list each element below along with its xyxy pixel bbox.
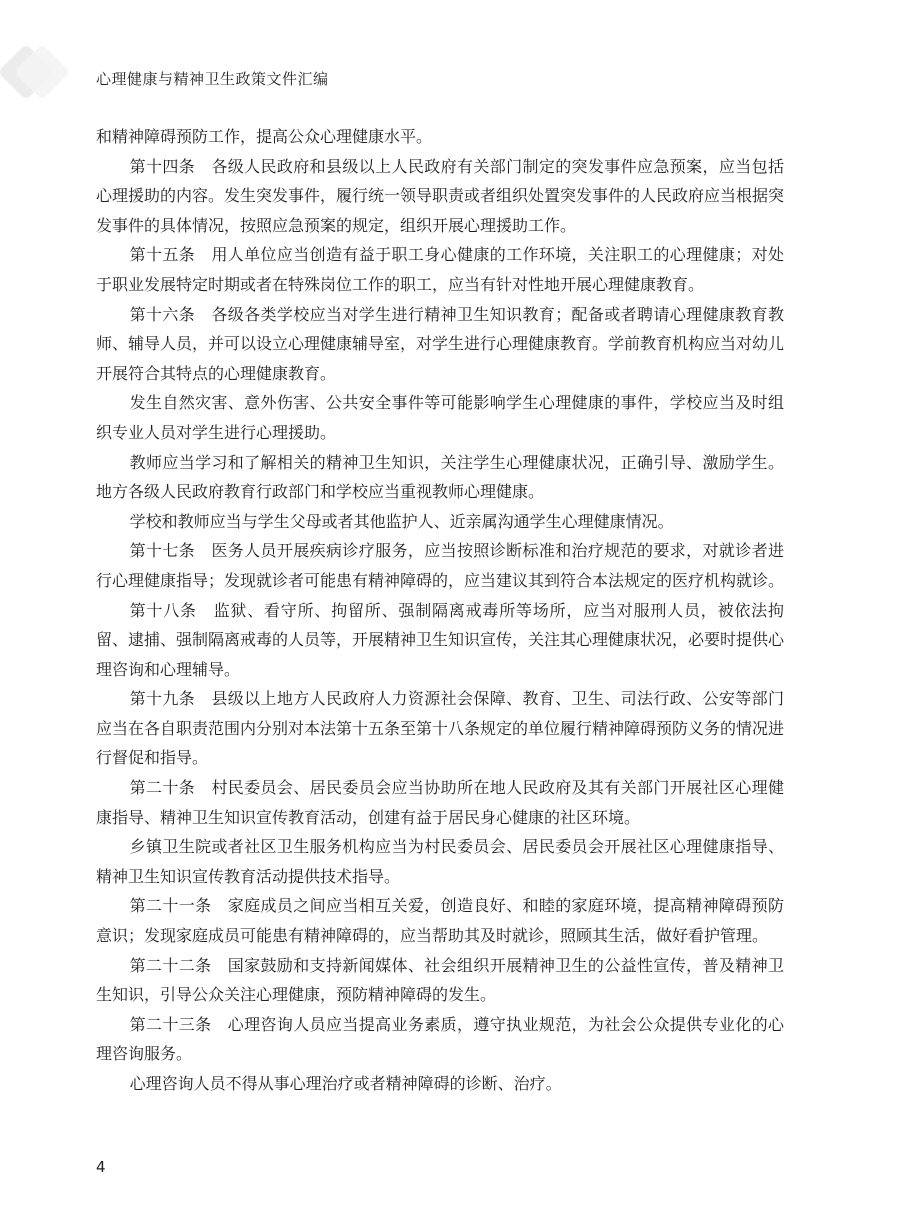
paragraph: 乡镇卫生院或者社区卫生服务机构应当为村民委员会、居民委员会开展社区心理健康指导、精神卫生知识宣传教育活动提供技术指导。 [96, 837, 784, 886]
paragraph: 第二十三条 心理咨询人员应当提高业务素质，遵守执业规范，为社会公众提供专业化的心理咨询服务。 [96, 1014, 784, 1064]
paragraph: 第十八条 监狱、看守所、拘留所、强制隔离戒毒所等场所，应当对服刑人员，被依法拘留、逮捕、强制隔离戒毒的人员等，开展精神卫生知识宣传，关注其心理健康状况，必要时提供心理咨询和心理辅导。 [96, 600, 785, 679]
paragraph: 和精神障碍预防工作，提高公众心理健康水平。 [96, 127, 433, 146]
page-number: 4 [96, 1158, 106, 1176]
paragraph: 第十五条 用人单位应当创造有益于职工身心健康的工作环境，关注职工的心理健康；对处于职业发展特定时期或者在特殊岗位工作的职工，应当有针对性地开展心理健康教育。 [96, 245, 784, 294]
paragraph: 发生自然灾害、意外伤害、公共安全事件等可能影响学生心理健康的事件，学校应当及时组织专业人员对学生进行心理援助。 [96, 393, 784, 442]
paragraph: 第二十二条 国家鼓励和支持新闻媒体、社会组织开展精神卫生的公益性宣传，普及精神卫生知识，引导公众关注心理健康，预防精神障碍的发生。 [96, 955, 784, 1005]
paragraph: 学校和教师应当与学生父母或者其他监护人、近亲属沟通学生心理健康情况。 [129, 511, 674, 531]
paragraph: 第十六条 各级各类学校应当对学生进行精神卫生知识教育；配备或者聘请心理健康教育教师、辅导人员，并可以设立心理健康辅导室，对学生进行心理健康教育。学前教育机构应当对幼儿开展符合其特点的心理健康教育。 [96, 304, 785, 383]
paragraph: 第二十条 村民委员会、居民委员会应当协助所在地人民政府及其有关部门开展社区心理健康指导、精神卫生知识宣传教育活动，创建有益于居民身心健康的社区环境。 [96, 778, 784, 827]
paragraph: 心理咨询人员不得从事心理治疗或者精神障碍的诊断、治疗。 [129, 1074, 562, 1093]
running-header: 心理健康与精神卫生政策文件汇编 [96, 70, 329, 88]
paragraph: 第十七条 医务人员开展疾病诊疗服务，应当按照诊断标准和治疗规范的要求，对就诊者进行心理健康指导；发现就诊者可能患有精神障碍的，应当建议其到符合本法规定的医疗机构就诊。 [96, 541, 785, 590]
paragraph: 第二十一条 家庭成员之间应当相互关爱，创造良好、和睦的家庭环境，提高精神障碍预防意识；发现家庭成员可能患有精神障碍的，应当帮助其及时就诊，照顾其生活，做好看护管理。 [96, 896, 784, 946]
paragraph: 教师应当学习和了解相关的精神卫生知识，关注学生心理健康状况，正确引导、激励学生。地方各级人民政府教育行政部门和学校应当重视教师心理健康。 [96, 452, 784, 502]
body-text [96, 122, 784, 1099]
corner-decoration-icon [0, 38, 72, 110]
paragraph: 第十四条 各级人民政府和县级以上人民政府有关部门制定的突发事件应急预案，应当包括心理援助的内容。发生突发事件，履行统一领导职责或者组织处置突发事件的人民政府应当根据突发事件的具体情况，按照应急预案的规定，组织开展心理援助工作。 [96, 156, 785, 235]
paragraph: 第十九条 县级以上地方人民政府人力资源社会保障、教育、卫生、司法行政、公安等部门应当在各自职责范围内分别对本法第十五条至第十八条规定的单位履行精神障碍预防义务的情况进行督促和指导。 [96, 689, 785, 768]
